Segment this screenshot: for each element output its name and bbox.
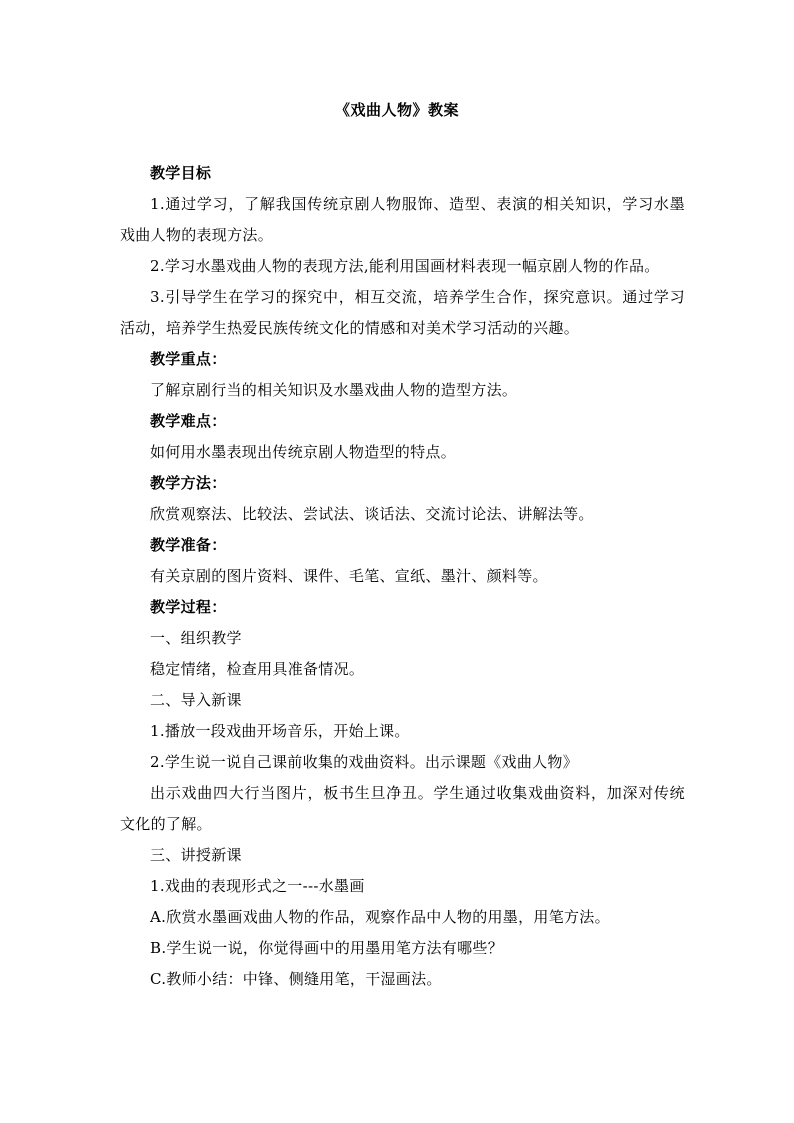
paragraph: 稳定情绪，检查用具准备情况。 [150,660,365,678]
paragraph: 3.引导学生在学习的探究中，相互交流，培养学生合作，探究意识。通过学习活动，培养学生热爱民族传统文化的情感和对美术学习活动的兴趣。 [120,288,685,337]
document-body [120,158,685,995]
section-heading: 教学目标 [150,164,212,182]
section-heading: 教学重点： [150,350,227,368]
paragraph: 1.戏曲的表现形式之一---水墨画 [150,877,365,895]
paragraph: C.教师小结：中锋、侧缝用笔，干湿画法。 [150,970,442,988]
paragraph: 一、组织教学 [150,629,242,647]
section-heading: 教学难点： [150,412,227,430]
paragraph: 了解京剧行当的相关知识及水墨戏曲人物的造型方法。 [150,381,518,399]
paragraph: 出示戏曲四大行当图片，板书生旦净丑。学生通过收集戏曲资料，加深对传统文化的了解。 [120,784,685,833]
paragraph: 三、讲授新课 [150,846,242,864]
paragraph: 有关京剧的图片资料、课件、毛笔、宣纸、墨汁、颜料等。 [150,567,548,585]
section-heading: 教学过程： [150,598,227,616]
paragraph: 欣赏观察法、比较法、尝试法、谈话法、交流讨论法、讲解法等。 [150,505,594,523]
document-title: 《戏曲人物》教案 [334,101,459,119]
paragraph: B.学生说一说，你觉得画中的用墨用笔方法有哪些？ [150,939,503,957]
paragraph: 1.通过学习，了解我国传统京剧人物服饰、造型、表演的相关知识，学习水墨戏曲人物的表现方法。 [120,195,685,244]
section-heading: 教学方法： [150,474,227,492]
section-heading: 教学准备： [150,536,227,554]
paragraph: 如何用水墨表现出传统京剧人物造型的特点。 [150,443,457,461]
paragraph: 2.学生说一说自己课前收集的戏曲资料。出示课题《戏曲人物》 [150,753,579,771]
paragraph: A.欣赏水墨画戏曲人物的作品，观察作品中人物的用墨，用笔方法。 [150,908,610,926]
paragraph: 二、导入新课 [150,691,242,709]
paragraph: 1.播放一段戏曲开场音乐，开始上课。 [150,722,410,740]
paragraph: 2.学习水墨戏曲人物的表现方法,能利用国画材料表现一幅京剧人物的作品。 [150,257,660,275]
